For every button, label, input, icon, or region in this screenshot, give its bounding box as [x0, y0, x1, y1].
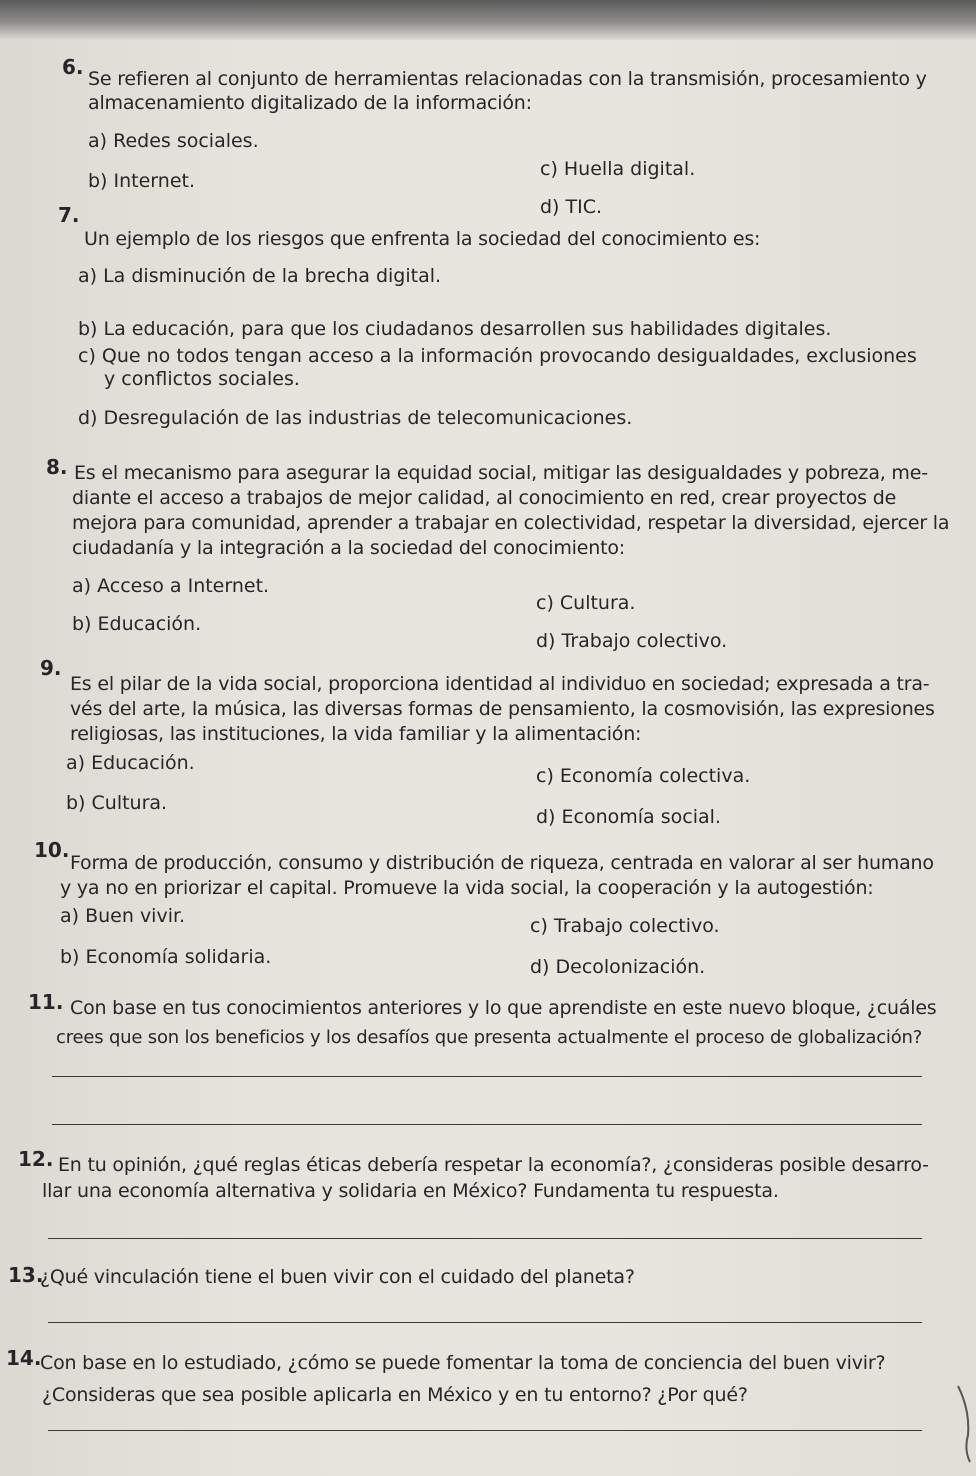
answer-line-14[interactable]	[48, 1430, 922, 1431]
question-10-option-c[interactable]: c) Trabajo colectivo.	[530, 915, 720, 937]
question-10-text-line2: y ya no en priorizar el capital. Promueve la vida social, la cooperación y la autogestión:	[60, 877, 874, 899]
question-6-text-line2: almacenamiento digitalizado de la información:	[88, 92, 532, 114]
question-7-option-d[interactable]: d) Desregulación de las industrias de telecomunicaciones.	[78, 407, 633, 429]
question-12-text-line2: llar una economía alternativa y solidaria en México? Fundamenta tu respuesta.	[42, 1180, 779, 1202]
question-13-number: 13.	[8, 1263, 44, 1287]
question-10-text-line1: Forma de producción, consumo y distribución de riqueza, centrada en valorar al ser humano	[70, 852, 934, 874]
pencil-mark-icon	[956, 1380, 976, 1470]
question-10-option-d[interactable]: d) Decolonización.	[530, 956, 706, 978]
question-10-option-a[interactable]: a) Buen vivir.	[60, 905, 186, 927]
question-8-text-line1: Es el mecanismo para asegurar la equidad social, mitigar las desigualdades y pobreza, me-	[74, 462, 928, 484]
question-9-option-b[interactable]: b) Cultura.	[66, 792, 168, 814]
question-6-text-line1: Se refieren al conjunto de herramientas relacionadas con la transmisión, procesamiento y	[88, 68, 927, 90]
answer-line-11a[interactable]	[52, 1076, 922, 1077]
answer-line-11b[interactable]	[52, 1124, 922, 1125]
question-6-option-b[interactable]: b) Internet.	[88, 170, 195, 192]
question-8-text-line2: diante el acceso a trabajos de mejor calidad, al conocimiento en red, crear proyectos de	[72, 487, 897, 509]
question-8-option-a[interactable]: a) Acceso a Internet.	[72, 575, 270, 597]
question-9-option-d[interactable]: d) Economía social.	[536, 806, 721, 828]
question-12-number: 12.	[18, 1147, 54, 1171]
question-12-text-line1: En tu opinión, ¿qué reglas éticas debería respetar la economía?, ¿consideras posible desarro-	[58, 1154, 929, 1176]
question-9-text-line2: vés del arte, la música, las diversas formas de pensamiento, la cosmovisión, las expresiones	[70, 698, 935, 720]
question-6-option-d[interactable]: d) TIC.	[540, 196, 603, 218]
question-8-text-line4: ciudadanía y la integración a la sociedad del conocimiento:	[72, 537, 625, 559]
question-8-option-d[interactable]: d) Trabajo colectivo.	[536, 630, 728, 652]
question-14-text-line1: Con base en lo estudiado, ¿cómo se puede fomentar la toma de conciencia del buen vivir?	[40, 1352, 886, 1374]
question-10-number: 10.	[34, 838, 70, 862]
question-9-text-line1: Es el pilar de la vida social, proporciona identidad al individuo en sociedad; expresada a tra-	[70, 673, 930, 695]
question-6-option-c[interactable]: c) Huella digital.	[540, 158, 696, 180]
question-7-number: 7.	[58, 203, 80, 227]
question-11-text-line2: crees que son los beneficios y los desafíos que presenta actualmente el proceso de globalización?	[56, 1027, 923, 1048]
question-9-text-line3: religiosas, las instituciones, la vida familiar y la alimentación:	[70, 723, 642, 745]
question-10-option-b[interactable]: b) Economía solidaria.	[60, 946, 272, 968]
question-8-number: 8.	[46, 455, 68, 479]
page-top-shadow	[0, 0, 976, 40]
question-8-option-b[interactable]: b) Educación.	[72, 613, 202, 635]
question-6-option-a[interactable]: a) Redes sociales.	[88, 130, 259, 152]
question-11-number: 11.	[28, 990, 64, 1014]
question-7-text-line1: Un ejemplo de los riesgos que enfrenta la sociedad del conocimiento es:	[84, 228, 761, 250]
question-7-option-c-line1[interactable]: c) Que no todos tengan acceso a la información provocando desigualdades, exclusiones	[78, 345, 917, 367]
question-7-option-b[interactable]: b) La educación, para que los ciudadanos desarrollen sus habilidades digitales.	[78, 318, 832, 340]
question-9-option-c[interactable]: c) Economía colectiva.	[536, 765, 751, 787]
answer-line-12[interactable]	[48, 1238, 922, 1239]
question-7-option-a[interactable]: a) La disminución de la brecha digital.	[78, 265, 442, 287]
question-8-text-line3: mejora para comunidad, aprender a trabajar en colectividad, respetar la diversidad, ejercer la	[72, 512, 950, 534]
question-7-option-c-line2: y conflictos sociales.	[104, 368, 300, 390]
question-14-text-line2: ¿Consideras que sea posible aplicarla en México y en tu entorno? ¿Por qué?	[42, 1384, 748, 1406]
answer-line-13[interactable]	[48, 1322, 922, 1323]
question-8-option-c[interactable]: c) Cultura.	[536, 592, 636, 614]
question-6-number: 6.	[62, 55, 84, 79]
question-9-number: 9.	[40, 656, 62, 680]
question-13-text-line1: ¿Qué vinculación tiene el buen vivir con el cuidado del planeta?	[40, 1266, 635, 1288]
question-14-number: 14.	[6, 1346, 42, 1370]
question-9-option-a[interactable]: a) Educación.	[66, 752, 195, 774]
question-11-text-line1: Con base en tus conocimientos anteriores y lo que aprendiste en este nuevo bloque, ¿cuáles	[70, 997, 937, 1019]
